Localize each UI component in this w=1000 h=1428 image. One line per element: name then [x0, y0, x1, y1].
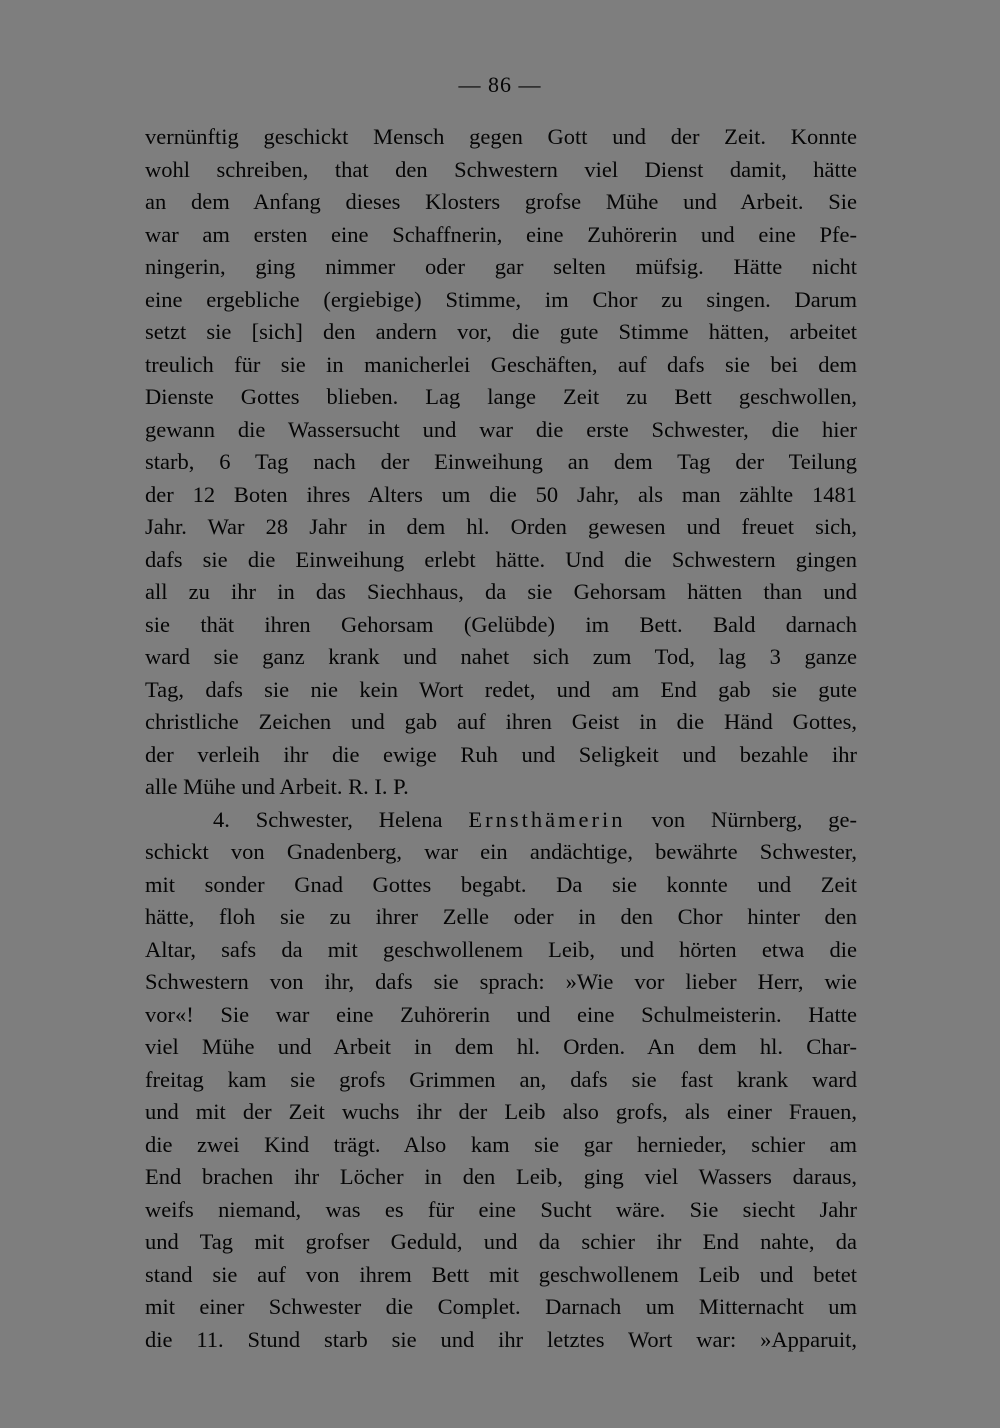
text-line: eine ergebliche (ergiebige) Stimme, im Chor zu singen. Darum [145, 286, 857, 312]
text-line: Tag, dafs sie nie kein Wort redet, und am End gab sie gute [145, 676, 857, 702]
text-line: freitag kam sie grofs Grimmen an, dafs sie fast krank ward [145, 1066, 857, 1092]
text-line [145, 804, 857, 837]
text-line: wohl schreiben, that den Schwestern viel Dienst damit, hätte [145, 156, 857, 182]
text-line: End brachen ihr Löcher in den Leib, ging viel Wassers daraus, [145, 1164, 857, 1189]
text-line: gewann die Wassersucht und war die erste Schwester, die hier [145, 416, 857, 442]
paragraph-2 [145, 804, 857, 1357]
text-line: schickt von Gnadenberg, war ein andächtige, bewährte Schwester, [145, 839, 857, 864]
spaced-name: Ernsthämerin [468, 806, 626, 832]
text-line: vernünftig geschickt Mensch gegen Gott und der Zeit. Konnte [145, 124, 857, 149]
text-line: Altar, safs da mit geschwollenem Leib, und hörten etwa die [145, 936, 857, 962]
text-line: starb, 6 Tag nach der Einweihung an dem Tag der Teilung [145, 449, 857, 474]
text-line: setzt sie [sich] den andern vor, die gute Stimme hätten, arbeitet [145, 319, 857, 344]
text-line: der 12 Boten ihres Alters um die 50 Jahr, als man zählte 1481 [145, 481, 857, 507]
text-line: christliche Zeichen und gab auf ihren Geist in die Händ Gottes, [145, 709, 857, 734]
text-line: der verleih ihr die ewige Ruh und Seligkeit und bezahle ihr [145, 741, 857, 767]
text-line: sie thät ihren Gehorsam (Gelübde) im Bett. Bald darnach [145, 611, 857, 637]
text-line: und mit der Zeit wuchs ihr der Leib also grofs, als einer Frauen, [145, 1099, 857, 1124]
text-line: und Tag mit grofser Geduld, und da schier ihr End nahte, da [145, 1229, 857, 1254]
text-line: die 11. Stund starb sie und ihr letztes Wort war: »Apparuit, [145, 1326, 857, 1352]
text-line: vor«! Sie war eine Zuhörerin und eine Schulmeisterin. Hatte [145, 1001, 857, 1027]
text-line: ningerin, ging nimmer oder gar selten müfsig. Hätte nicht [145, 254, 857, 279]
text-line: viel Mühe und Arbeit in dem hl. Orden. An dem hl. Char- [145, 1034, 857, 1059]
text-line: mit einer Schwester die Complet. Darnach um Mitternacht um [145, 1294, 857, 1319]
text-line: die zwei Kind trägt. Also kam sie gar hernieder, schier am [145, 1131, 857, 1157]
page-number-header: — 86 — [458, 72, 542, 97]
text-line: Dienste Gottes blieben. Lag lange Zeit zu Bett geschwollen, [145, 384, 857, 409]
text-line: dafs sie die Einweihung erlebt hätte. Und die Schwestern gingen [145, 546, 857, 572]
body-text [145, 121, 857, 1356]
text-line: alle Mühe und Arbeit. R. I. P. [145, 774, 409, 799]
paragraph-1 [145, 121, 857, 804]
text-line: mit sonder Gnad Gottes begabt. Da sie konnte und Zeit [145, 871, 857, 897]
text-line: Schwestern von ihr, dafs sie sprach: »Wie vor lieber Herr, wie [145, 969, 857, 994]
text-fragment: 4. Schwester, Helena [213, 806, 469, 832]
text-line: war am ersten eine Schaffnerin, eine Zuhörerin und eine Pfe- [145, 221, 857, 247]
text-line: stand sie auf von ihrem Bett mit geschwollenem Leib und betet [145, 1261, 857, 1287]
text-fragment: von Nürnberg, ge- [625, 806, 857, 832]
text-line: ward sie ganz krank und nahet sich zum Tod, lag 3 ganze [145, 644, 857, 669]
text-line: weifs niemand, was es für eine Sucht wäre. Sie siecht Jahr [145, 1196, 857, 1222]
text-line: an dem Anfang dieses Klosters grofse Mühe und Arbeit. Sie [145, 189, 857, 214]
text-line: Jahr. War 28 Jahr in dem hl. Orden gewesen und freuet sich, [145, 514, 857, 539]
text-line: treulich für sie in manicherlei Geschäften, auf dafs sie bei dem [145, 351, 857, 377]
text-line: hätte, floh sie zu ihrer Zelle oder in den Chor hinter den [145, 904, 857, 929]
text-line: all zu ihr in das Siechhaus, da sie Gehorsam hätten than und [145, 579, 857, 604]
